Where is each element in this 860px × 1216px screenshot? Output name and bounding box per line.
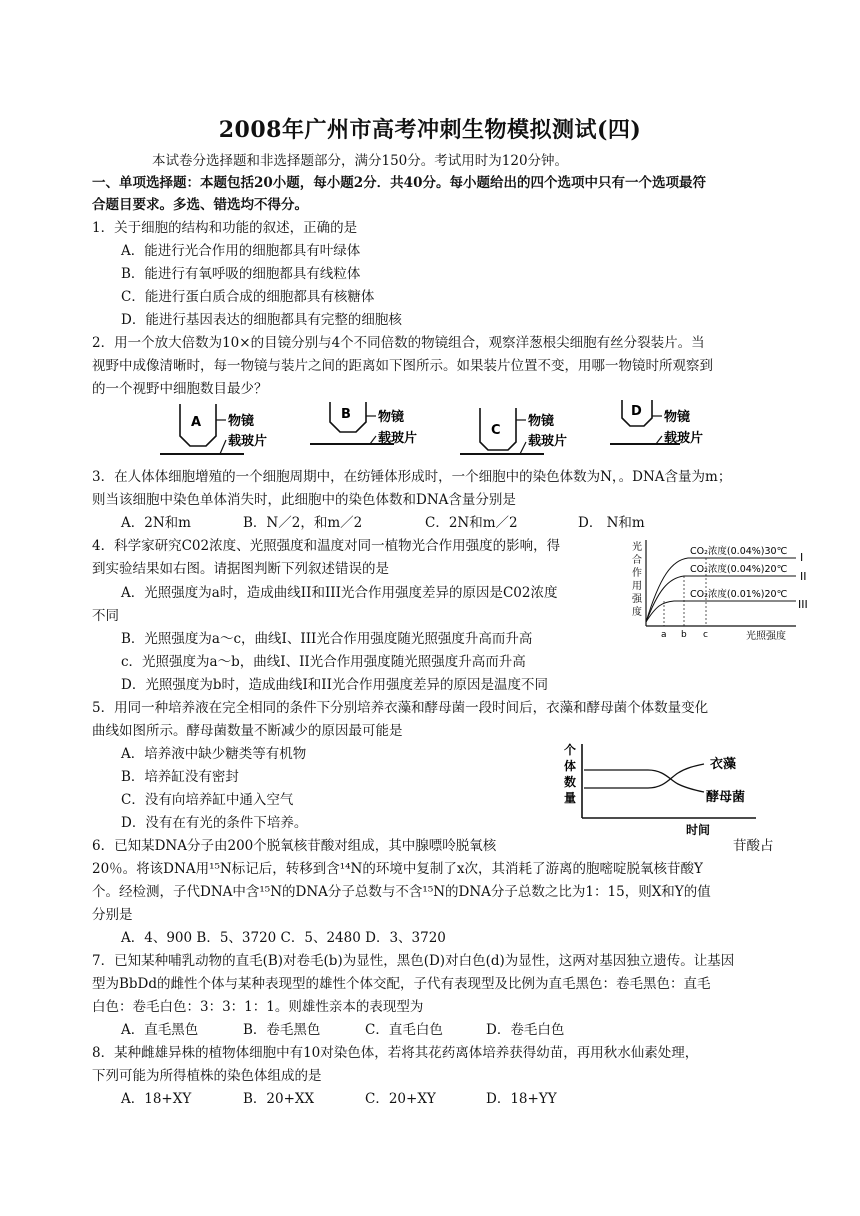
q2-line3: 的一个视野中细胞数目最少？	[92, 381, 268, 397]
section-heading-line2: 合题目要求。多选、错选均不得分。	[92, 197, 308, 213]
q4-photosynthesis-graph	[628, 536, 818, 648]
q4-curve-1-roman: I	[800, 551, 804, 564]
q5-yeast-curve	[584, 770, 704, 792]
objective-d-label: D	[631, 404, 642, 419]
q4-line1: 4．科学家研究C02浓度、光照强度和温度对同一植物光合作用强度的影响，得	[92, 538, 561, 554]
q7-line2: 型为BbDd的雌性个体与某种表现型的雄性个体交配，子代有表现型及比例为直毛黑色：卷毛黑色：直毛	[92, 976, 711, 992]
q3-option-d: D． N和m	[578, 515, 645, 531]
objective-a-label: A	[191, 415, 202, 430]
q1-option-d: D．能进行基因表达的细胞都具有完整的细胞核	[121, 312, 402, 328]
intro-text: 本试卷分选择题和非选择题部分，满分150分。考试用时为120分钟。	[152, 153, 569, 169]
objective-b	[310, 402, 417, 446]
q4-option-b: B．光照强度为a～c，曲线I、III光合作用强度随光照强度升高而升高	[121, 631, 533, 647]
q3-line2: 则当该细胞中染色单体消失时，此细胞中的染色体数和DNA含量分别是	[92, 492, 516, 508]
q8-line2: 下列可能为所得植株的染色体组成的是	[92, 1068, 322, 1084]
page-title: 2008年广州市高考冲刺生物模拟测试(四)	[218, 117, 642, 143]
q5-option-a: A．培养液中缺少糖类等有机物	[121, 746, 307, 762]
q3-line1: 3．在人体体细胞增殖的一个细胞周期中，在纺锤体形成时，一个细胞中的染色体数为N，。DNA含量为m；	[92, 469, 732, 485]
q4-ylabel-5: 度	[632, 607, 642, 618]
objective-a	[160, 404, 267, 454]
q4-ylabel-2: 作	[632, 568, 642, 579]
q6-line4: 分别是	[92, 907, 133, 923]
q5-option-b: B．培养缸没有密封	[121, 769, 239, 785]
q7-line1: 7．已知某种哺乳动物的直毛(B)对卷毛(b)为显性，黑色(D)对白色(d)为显性，这两对基因独立遗传。让基因	[92, 953, 735, 969]
q4-curve-1-label: CO₂浓度(0.04%)30℃	[690, 546, 788, 557]
objective-c-lens-label: 物镜	[528, 414, 555, 429]
q5-xlabel: 时间	[686, 823, 711, 836]
q8-option-b: B．20+XX	[243, 1091, 315, 1107]
q5-series1-label: 衣藻	[710, 757, 737, 772]
q4-ylabel-4: 强	[632, 594, 642, 605]
q4-xlabel: 光照强度	[746, 631, 786, 642]
q7-line3: 白色：卷毛白色：3：3：1：1。则雄性亲本的表现型为	[92, 999, 424, 1015]
q1-option-c: C．能进行蛋白质合成的细胞都具有核糖体	[121, 289, 375, 305]
q6-options: A．4、900 B．5、3720 C．5、2480 D．3、3720	[121, 930, 446, 946]
objective-b-slide-label: 载玻片	[378, 431, 418, 446]
q4-curve-3-label: CO₂浓度(0.01%)20℃	[690, 589, 788, 600]
q7-option-d: D．卷毛白色	[486, 1022, 565, 1038]
q5-population-graph	[560, 740, 760, 836]
q3-option-c: C．2N和m／2	[425, 515, 518, 531]
q5-ylabel-2: 数	[564, 775, 577, 789]
q6-line3: 个。经检测，子代DNA中含¹⁵N的DNA分子总数与不含¹⁵N的DNA分子总数之比为1：15，则X和Y的值	[92, 884, 711, 900]
objective-c-label: C	[491, 423, 501, 438]
q2-line1: 2．用一个放大倍数为10×的目镜分别与4个不同倍数的物镜组合，观察洋葱根尖细胞有丝分裂装片。当	[92, 335, 705, 351]
q6-line1b: 苷酸占	[733, 838, 774, 854]
q4-curve-3-roman: III	[798, 598, 808, 611]
q4-option-a-line2: 不同	[92, 608, 119, 624]
q5-ylabel-0: 个	[564, 743, 577, 757]
q7-option-a: A．直毛黑色	[121, 1022, 199, 1038]
q5-series2-label: 酵母菌	[706, 790, 746, 805]
q1-option-a: A．能进行光合作用的细胞都具有叶绿体	[121, 243, 361, 259]
objective-b-label: B	[341, 407, 351, 422]
q5-option-c: C．没有向培养缸中通入空气	[121, 792, 294, 808]
q4-ylabel-3: 用	[632, 581, 642, 592]
q4-curve-2-roman: II	[800, 570, 807, 583]
q4-line2: 到实验结果如右图。请据图判断下列叙述错误的是	[92, 561, 389, 577]
objective-a-lens-label: 物镜	[228, 414, 255, 429]
q3-option-b: B．N／2，和m／2	[243, 515, 363, 531]
q7-option-c: C．直毛白色	[365, 1022, 443, 1038]
q6-line2: 20％。将该DNA用¹⁵N标记后，转移到含¹⁴N的环境中复制了x次，其消耗了游离的胞嘧啶脱氧核苷酸Y	[92, 861, 703, 877]
section-heading-line1: 一、单项选择题：本题包括20小题，每小题2分．共40分。每小题给出的四个选项中只有一个选项最符	[92, 175, 706, 191]
q8-option-d: D．18+YY	[486, 1091, 557, 1107]
q4-option-a-line1: A．光照强度为a时，造成曲线II和III光合作用强度差异的原因是C02浓度	[121, 585, 558, 601]
objective-d-lens-label: 物镜	[664, 410, 691, 425]
objective-c	[460, 408, 567, 454]
objective-c-slide-label: 载玻片	[528, 434, 568, 449]
objective-b-lens-label: 物镜	[378, 410, 405, 425]
q4-ylabel-1: 合	[632, 555, 642, 566]
q3-option-a: A．2N和m	[121, 515, 191, 531]
q4-tick-c: c	[703, 630, 708, 640]
objective-a-slide-label: 载玻片	[228, 434, 268, 449]
q7-option-b: B．卷毛黑色	[243, 1022, 321, 1038]
q1-stem: 1．关于细胞的结构和功能的叙述，正确的是	[92, 220, 358, 236]
q5-ylabel-3: 量	[564, 791, 577, 805]
q5-line2: 曲线如图所示。酵母菌数量不断减少的原因最可能是	[92, 723, 403, 739]
q4-tick-b: b	[681, 630, 687, 640]
q2-objective-figure	[160, 400, 720, 458]
q5-option-d: D．没有在有光的条件下培养。	[121, 815, 308, 831]
objective-d	[610, 400, 703, 446]
q5-algae-curve	[584, 764, 704, 788]
q4-option-c: c．光照强度为a～b，曲线I、II光合作用强度随光照强度升高而升高	[121, 654, 526, 670]
q1-option-b: B．能进行有氧呼吸的细胞都具有线粒体	[121, 266, 361, 282]
q8-line1: 8．某种雌雄异株的植物体细胞中有10对染色体，若将其花药离体培养获得幼苗，再用秋水仙素处理，	[92, 1045, 699, 1061]
q4-curve-3	[646, 601, 796, 622]
q8-option-c: C．20+XY	[365, 1091, 436, 1107]
q8-option-a: A．18+XY	[121, 1091, 192, 1107]
q5-ylabel-1: 体	[564, 759, 577, 773]
q4-option-d: D．光照强度为b时，造成曲线I和II光合作用强度差异的原因是温度不同	[121, 677, 548, 693]
q6-line1a: 6．已知某DNA分子由200个脱氧核苷酸对组成，其中腺嘌呤脱氧核	[92, 838, 497, 854]
q5-line1: 5．用同一种培养液在完全相同的条件下分别培养衣藻和酵母菌一段时间后，衣藻和酵母菌个体数量变化	[92, 700, 709, 716]
q4-ylabel-0: 光	[632, 542, 642, 553]
q2-line2: 视野中成像清晰时，每一物镜与装片之间的距离如下图所示。如果装片位置不变，用哪一物镜时所观察到	[92, 358, 713, 374]
q4-tick-a: a	[661, 630, 667, 640]
q4-curve-2-label: CO₂浓度(0.04%)20℃	[690, 564, 788, 575]
objective-d-slide-label: 载玻片	[664, 431, 704, 446]
